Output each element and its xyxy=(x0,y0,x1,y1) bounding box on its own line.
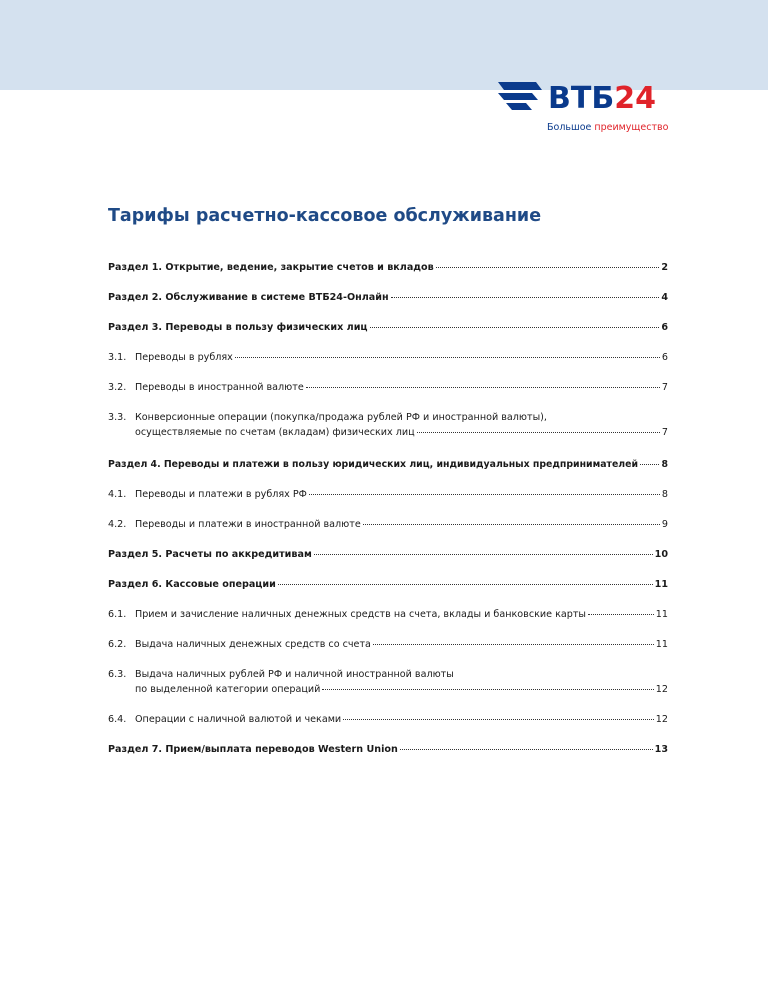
toc-label: Выдача наличных денежных средств со счета xyxy=(135,639,371,650)
toc-entry-section-2[interactable] xyxy=(108,290,668,305)
toc-label: Операции с наличной валютой и чеками xyxy=(135,714,342,725)
toc-label: Раздел 5. Расчеты по аккредитивам xyxy=(108,549,312,560)
toc-entry-4-1[interactable] xyxy=(108,487,668,502)
toc-label-line1: Конверсионные операции (покупка/продажа рублей РФ и иностранной валюты), xyxy=(135,412,547,423)
toc-number: 6.2. xyxy=(108,639,127,650)
toc-page: 10 xyxy=(654,549,668,560)
toc-page: 7 xyxy=(661,382,668,393)
toc-label: Раздел 6. Кассовые операции xyxy=(108,579,276,590)
toc-entry-section-6[interactable] xyxy=(108,577,668,592)
toc-entry-3-3[interactable] xyxy=(108,410,668,440)
tagline-part1: Большое xyxy=(547,122,595,133)
toc-entry-section-5[interactable] xyxy=(108,547,668,562)
toc-label: Переводы и платежи в иностранной валюте xyxy=(135,519,361,530)
toc-number: 3.3. xyxy=(108,412,127,423)
toc-page: 7 xyxy=(661,427,668,438)
toc-page: 6 xyxy=(661,352,668,363)
toc-page: 11 xyxy=(655,609,668,620)
toc-entry-section-3[interactable] xyxy=(108,320,668,335)
toc-page: 13 xyxy=(654,744,668,755)
toc-entry-3-1[interactable] xyxy=(108,350,668,365)
toc-entry-section-4[interactable] xyxy=(108,457,668,472)
toc-entry-3-2[interactable] xyxy=(108,380,668,395)
toc-label: Прием и зачисление наличных денежных средств на счета, вклады и банковские карты xyxy=(135,609,587,620)
toc-number: 6.4. xyxy=(108,714,127,725)
toc-entry-6-3[interactable] xyxy=(108,667,668,697)
toc-number: 3.1. xyxy=(108,352,127,363)
toc-entry-6-4[interactable] xyxy=(108,712,668,727)
toc-page: 8 xyxy=(661,459,668,470)
toc-label-line1: Выдача наличных рублей РФ и наличной иностранной валюты xyxy=(135,669,454,680)
toc-number: 6.3. xyxy=(108,669,127,680)
toc-label: осуществляемые по счетам (вкладам) физических лиц xyxy=(135,427,415,438)
toc-label: Переводы и платежи в рублях РФ xyxy=(135,489,307,500)
toc-entry-section-1[interactable] xyxy=(108,260,668,275)
toc-label: Раздел 1. Открытие, ведение, закрытие счетов и вкладов xyxy=(108,262,434,273)
toc-page: 8 xyxy=(661,489,668,500)
toc-page: 11 xyxy=(655,639,668,650)
toc-page: 11 xyxy=(654,579,668,590)
toc-label: по выделенной категории операций xyxy=(135,684,321,695)
toc-label: Раздел 4. Переводы и платежи в пользу юридических лиц, индивидуальных предпринимателей xyxy=(108,459,639,470)
toc-page: 9 xyxy=(661,519,668,530)
vtb-wave-icon xyxy=(496,78,544,112)
logo-wordmark xyxy=(548,82,656,116)
tagline-part2: преимущество xyxy=(594,122,669,133)
logo-vtb: ВТБ xyxy=(548,81,615,116)
vtb24-logo xyxy=(496,74,686,140)
toc-label: Раздел 7. Прием/выплата переводов Western Union xyxy=(108,744,398,755)
toc-page: 4 xyxy=(661,292,668,303)
toc-number: 4.2. xyxy=(108,519,127,530)
toc-number: 6.1. xyxy=(108,609,127,620)
toc-entry-6-2[interactable] xyxy=(108,637,668,652)
toc-label: Переводы в иностранной валюте xyxy=(135,382,304,393)
toc-number: 3.2. xyxy=(108,382,127,393)
toc-label: Раздел 2. Обслуживание в системе ВТБ24-Онлайн xyxy=(108,292,389,303)
toc-page: 6 xyxy=(661,322,668,333)
toc-entry-section-7[interactable] xyxy=(108,742,668,757)
toc-page: 12 xyxy=(655,714,668,725)
toc-page: 2 xyxy=(661,262,668,273)
logo-tagline xyxy=(547,122,668,134)
page-title: Тарифы расчетно-кассовое обслуживание xyxy=(108,206,542,226)
toc-entry-4-2[interactable] xyxy=(108,517,668,532)
toc-label: Раздел 3. Переводы в пользу физических лиц xyxy=(108,322,368,333)
toc-entry-6-1[interactable] xyxy=(108,607,668,622)
toc-page: 12 xyxy=(655,684,668,695)
toc-number: 4.1. xyxy=(108,489,127,500)
logo-24: 24 xyxy=(614,81,656,116)
toc-label: Переводы в рублях xyxy=(135,352,233,363)
